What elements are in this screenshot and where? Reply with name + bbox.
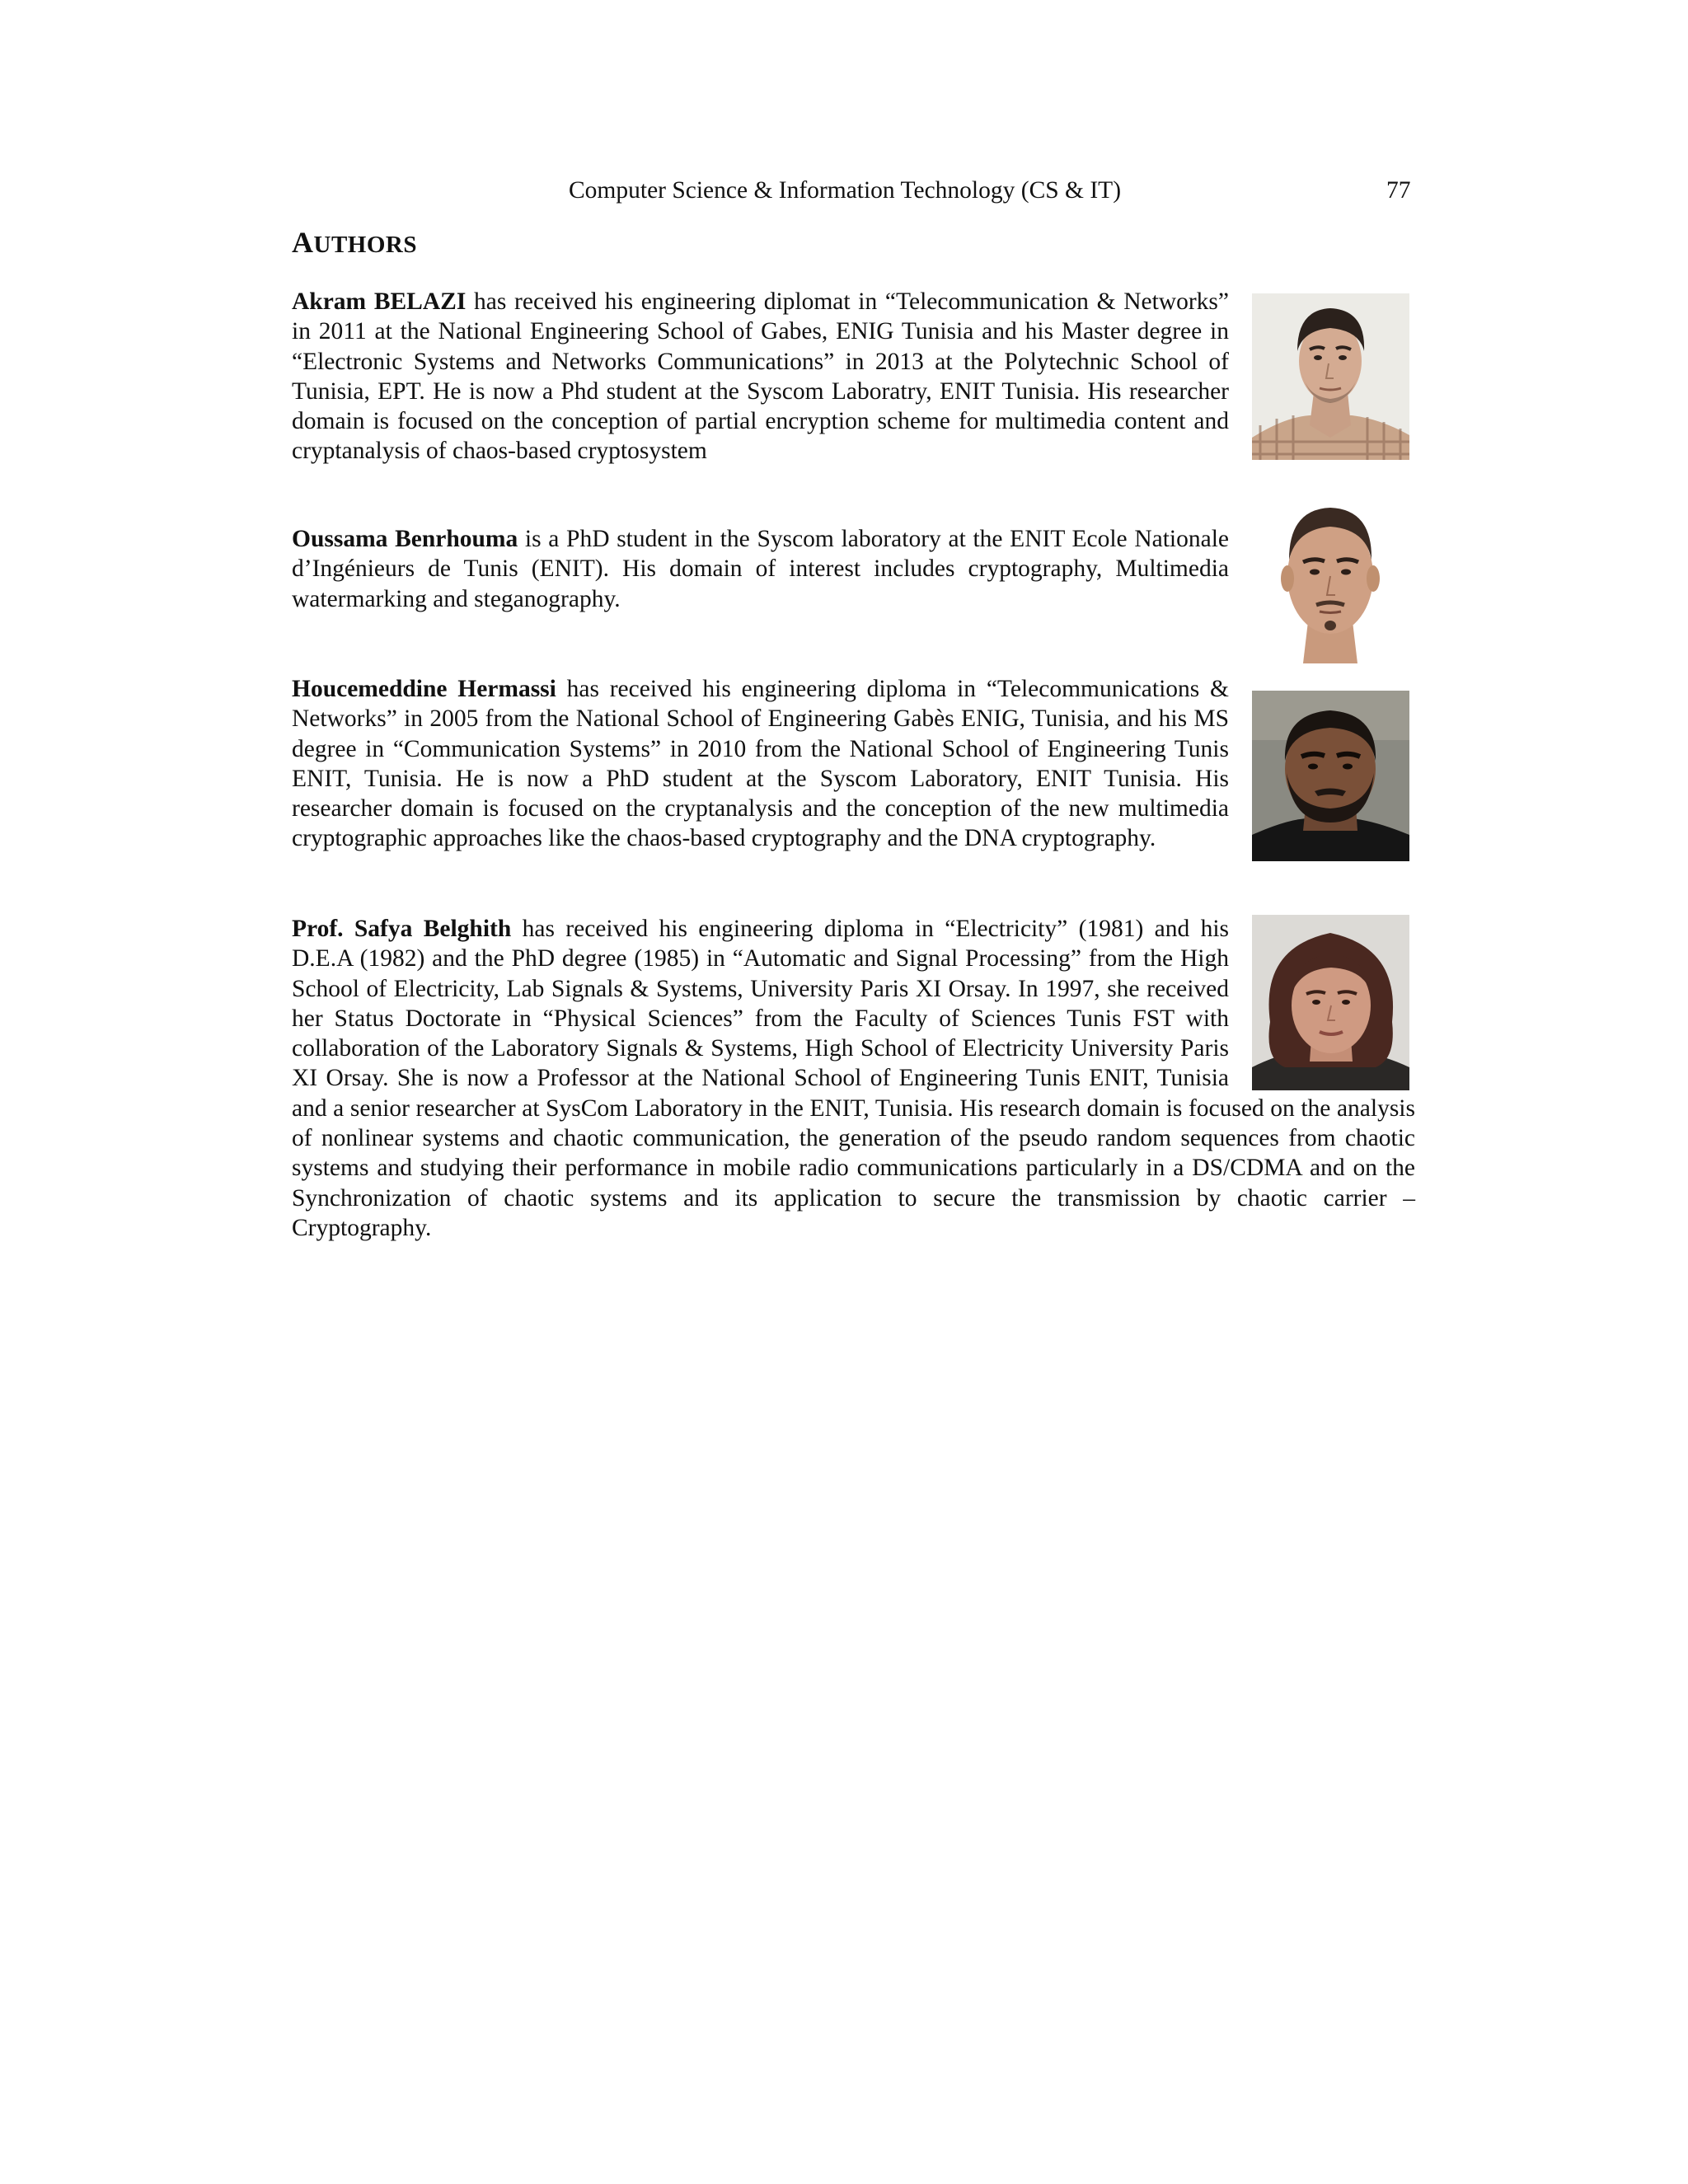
author-bio-text: has received his engineering diploma in “Electricity” (1981) and his D.E.A (1982) and the PhD degree (1985) in “Automatic and Signal Processing” from the High School of Electricity, Lab Signals & Systems, University Paris XI Orsay. In 1997, she received her Status Doctorate in “Physical Sciences” from the Faculty of Sciences Tunis FST with collaboration of the Laboratory Signals & Systems, High School of Electricity University Paris XI Orsay. She is now a Professor at the National School of Engineering Tunis ENIT, Tunisia and a senior researcher at SysCom Laboratory in the ENIT, Tunisia. His research domain is focused on the analysis of nonlinear systems and chaotic communication, the generation of the pseudo random sequences from chaotic systems and studying their performance in mobile radio communications particularly in a DS/CDMA and on the Synchronization of chaotic systems and its application to secure the transmission by chaotic carrier – Cryptography. bbox=[292, 916, 1415, 1241]
author-name: Akram BELAZI bbox=[292, 288, 467, 315]
author-bio-text: has received his engineering diplomat in “Telecommunication & Networks” in 2011 at the National Engineering School of Gabes, ENIG Tunisia and his Master degree in “Electronic Systems and Networks Communications” in 2013 at the Polytechnic School of Tunisia, EPT. He is now a Phd student at the Syscom Laboratry, ENIT Tunisia. His researcher domain is focused on the conception of partial encryption scheme for multimedia content and cryptanalysis of chaos-based cryptosystem bbox=[292, 288, 1230, 465]
author-bio-benrhouma bbox=[292, 524, 1229, 614]
author-bio-belazi bbox=[292, 287, 1229, 466]
author-bio-text: has received his engineering diploma in “Telecommunications & Networks” in 2005 from the National School of Engineering Gabès ENIG, Tunisia, and his MS degree in “Communication Systems” in 2010 from the National School of Engineering Tunis ENIT, Tunisia. He is now a PhD student at the Syscom Laboratory, ENIT Tunisia. His researcher domain is focused on the cryptanalysis and the conception of the new multimedia cryptographic approaches like the chaos-based cryptography and the DNA cryptography. bbox=[292, 676, 1229, 852]
author-photo-belghith bbox=[1252, 915, 1409, 1090]
author-name: Oussama Benrhouma bbox=[292, 526, 518, 552]
author-bio-text: is a PhD student in the Syscom laboratory at the ENIT Ecole Nationale d’Ingénieurs de Tunis (ENIT). His domain of interest includes cryptography, Multimedia watermarking and steganography. bbox=[292, 526, 1230, 612]
author-name: Houcemeddine Hermassi bbox=[292, 676, 556, 702]
author-bio-belghith bbox=[292, 914, 1415, 1243]
author-name: Prof. Safya Belghith bbox=[292, 916, 512, 942]
journal-title: Computer Science & Information Technology (CS & IT) bbox=[569, 177, 1122, 204]
section-title-rest: UTHORS bbox=[313, 232, 417, 258]
page-number: 77 bbox=[1386, 177, 1411, 204]
author-photo-belazi bbox=[1252, 293, 1409, 460]
section-title bbox=[292, 224, 417, 263]
author-photo-hermassi bbox=[1252, 691, 1409, 861]
author-bio-hermassi bbox=[292, 674, 1229, 854]
author-photo-benrhouma bbox=[1252, 498, 1409, 663]
section-title-initial: A bbox=[292, 226, 314, 259]
running-header bbox=[0, 174, 1688, 207]
